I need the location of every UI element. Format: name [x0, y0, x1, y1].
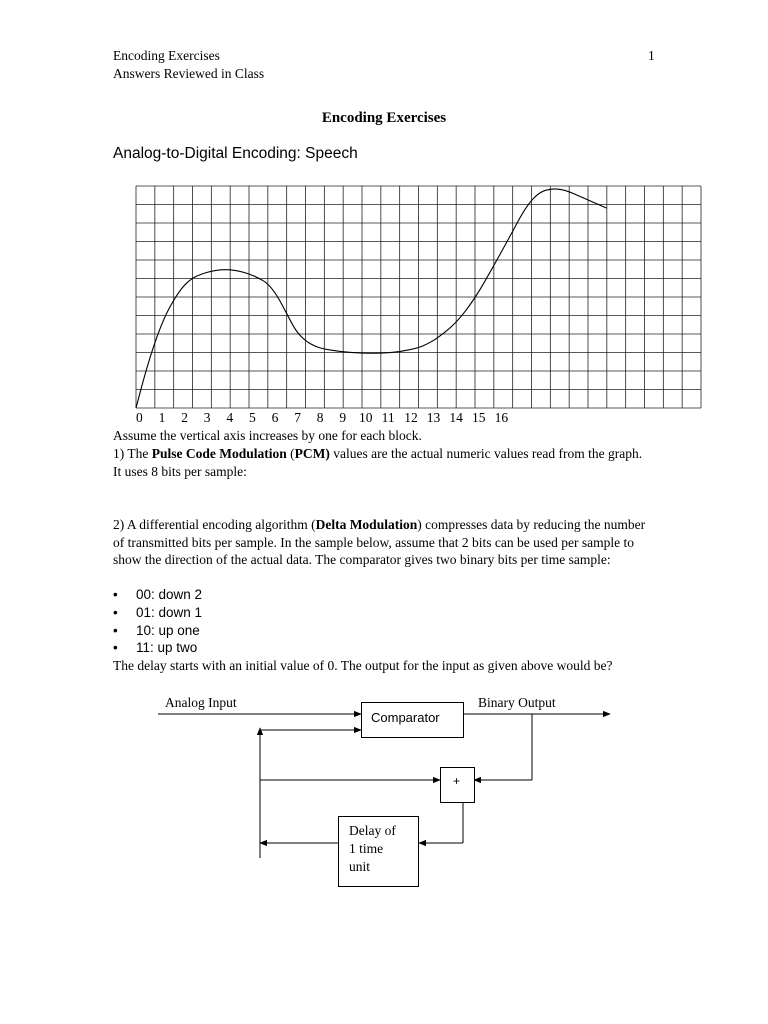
x-tick-label: 0 [136, 410, 143, 425]
section-heading: Analog-to-Digital Encoding: Speech [113, 145, 358, 162]
binary-output-label: Binary Output [478, 695, 556, 710]
x-tick-label: 1 [158, 410, 166, 425]
bullet-symbol: • [113, 640, 118, 655]
list-item [113, 640, 197, 655]
x-tick-label: 7 [294, 410, 301, 425]
delta-rest: ) compresses data by reducing the number of transmitted bits per sample. In the sample below, assume that 2 bits can be used per sample to show the direction of the actual data. The comparator gives two binary bits per time sample: [113, 517, 646, 567]
delay-label-line2: 1 time [349, 841, 384, 856]
pcm-term: Pulse Code Modulation [151, 446, 287, 461]
x-tick-label: 13 [426, 410, 441, 425]
x-tick-label: 6 [271, 410, 279, 425]
page-title: Encoding Exercises [321, 110, 447, 126]
speech-waveform-curve [136, 189, 607, 408]
delay-box [338, 816, 419, 887]
bullet-symbol: • [113, 623, 118, 638]
x-tick-label: 15 [472, 410, 486, 425]
list-item [113, 587, 202, 602]
bullet-text: 00: down 2 [136, 587, 203, 602]
bullet-text: 10: up one [136, 623, 200, 638]
x-tick-label: 4 [226, 410, 234, 425]
page-number: 1 [648, 48, 655, 63]
pcm-paragraph [113, 445, 653, 480]
pcm-rest: values are the actual numeric values read from the graph. It uses 8 bits per sample: [113, 446, 643, 479]
bullet-text: 11: up two [136, 640, 198, 655]
bullet-symbol: • [113, 587, 118, 602]
x-tick-label: 3 [203, 410, 211, 425]
x-tick-label: 16 [494, 410, 509, 425]
x-tick-label: 14 [449, 410, 463, 425]
x-tick-label: 12 [404, 410, 418, 425]
delay-label-line3: unit [349, 859, 371, 874]
speech-waveform-graph [0, 0, 768, 440]
bullet-symbol: • [113, 605, 118, 620]
header-title: Encoding Exercises [113, 48, 220, 63]
x-tick-label: 9 [339, 410, 347, 425]
analog-input-label: Analog Input [165, 695, 237, 710]
delta-term: Delta Modulation [315, 517, 418, 532]
x-tick-label: 10 [359, 410, 373, 425]
graph-grid [136, 186, 701, 408]
x-tick-label: 5 [249, 410, 256, 425]
bullet-text: 01: down 1 [136, 605, 203, 620]
pcm-acronym: PCM) [294, 446, 330, 461]
assume-text: Assume the vertical axis increases by one for each block. [113, 428, 422, 443]
delta-paragraph [113, 516, 653, 569]
pcm-prefix: 1) The [113, 446, 152, 461]
delta-prefix: 2) A differential encoding algorithm ( [113, 517, 316, 532]
adder-label: + [453, 774, 461, 788]
x-tick-label: 8 [316, 410, 324, 425]
list-item [113, 605, 202, 620]
adder-box [440, 767, 475, 803]
comparator-label: Comparator [371, 710, 440, 725]
list-item [113, 623, 200, 638]
comparator-box [361, 702, 464, 738]
pcm-mid: ( [286, 446, 295, 461]
x-tick-label: 11 [381, 410, 395, 425]
delay-label-line1: Delay of [349, 823, 396, 838]
header-subtitle: Answers Reviewed in Class [113, 66, 265, 81]
x-tick-label: 2 [181, 410, 188, 425]
delay-paragraph: The delay starts with an initial value of 0. The output for the input as given above would be? [113, 658, 613, 673]
